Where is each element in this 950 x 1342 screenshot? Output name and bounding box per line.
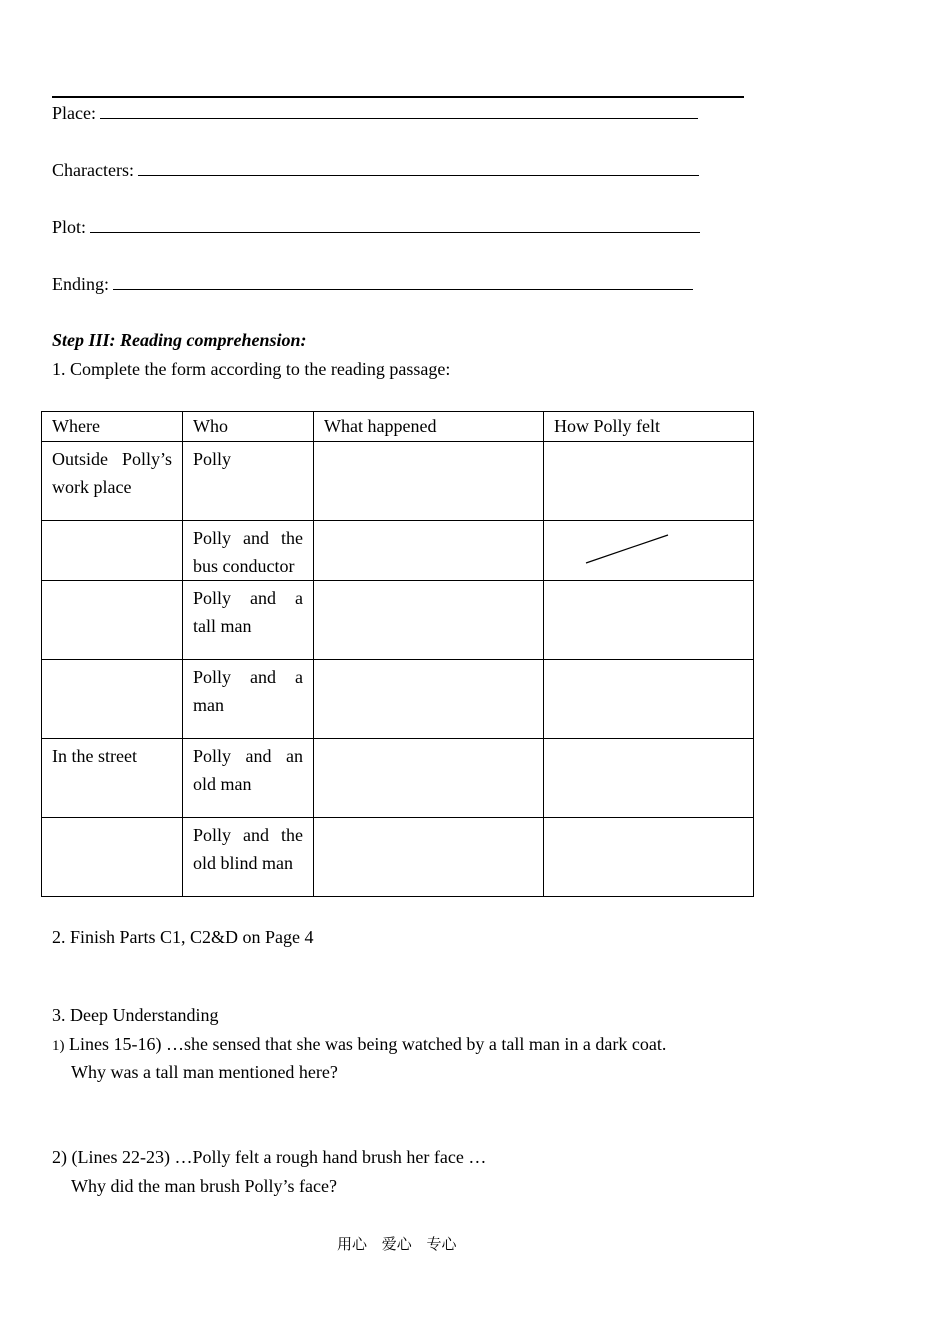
cell-who: Polly and a man [183,660,314,739]
header-how-polly-felt: How Polly felt [544,412,754,442]
ending-blank[interactable] [113,273,693,290]
cell-how-felt[interactable] [544,660,754,739]
cell-who [183,442,314,521]
cell-how-felt[interactable] [544,581,754,660]
ending-label: Ending: [52,274,109,294]
characters-blank[interactable] [138,159,699,176]
page-footer: 用心 爱心 专心 [337,1235,457,1253]
characters-line [52,159,699,181]
cell-where [42,581,183,660]
deep-item-2: 2) (Lines 22-23) …Polly felt a rough hand brush her face … [52,1147,487,1167]
cell-how-felt[interactable] [544,818,754,897]
cell-what-happened[interactable] [314,739,544,818]
top-rule [52,96,744,98]
cell-what-happened[interactable] [314,581,544,660]
who-line2: old man [193,774,252,794]
cell-who: Polly and the bus conductor [183,521,314,581]
reading-form-table [41,411,754,897]
where-word: Outside [52,449,108,469]
diagonal-strike-mark [544,521,754,579]
place-blank[interactable] [100,102,698,119]
cell-how-felt-not-applicable [544,521,754,581]
deep-item-1-question: Why was a tall man mentioned here? [71,1062,338,1082]
table-header-row [42,412,754,442]
header-who: Who [183,412,314,442]
cell-where [42,818,183,897]
cell-where [42,521,183,581]
cell-where [42,442,183,521]
where-line1: In the street [52,746,137,766]
cell-what-happened[interactable] [314,818,544,897]
cell-what-happened[interactable] [314,660,544,739]
table-row [42,660,754,739]
plot-blank[interactable] [90,216,700,233]
table-row [42,521,754,581]
cell-who: Polly and the old blind man [183,818,314,897]
plot-line [52,216,700,238]
table-row [42,442,754,521]
deep-understanding-title: 3. Deep Understanding [52,1005,219,1025]
cell-how-felt[interactable] [544,739,754,818]
question-2: 2. Finish Parts C1, C2&D on Page 4 [52,927,314,947]
cell-where [42,660,183,739]
ending-line [52,273,693,295]
cell-where [42,739,183,818]
deep-item-1-text: Lines 15-16) …she sensed that she was being watched by a tall man in a dark coat. [64,1034,667,1054]
table-row [42,818,754,897]
where-line2: work place [52,477,132,497]
where-word: Polly’s [121,449,172,469]
cell-how-felt[interactable] [544,442,754,521]
step3-heading: Step III: Reading comprehension: [52,330,307,350]
header-where: Where [42,412,183,442]
who-line1: Polly [193,449,232,469]
cell-what-happened[interactable] [314,521,544,581]
deep-item-1 [52,1033,666,1057]
cell-what-happened[interactable] [314,442,544,521]
characters-label: Characters: [52,160,134,180]
header-what-happened: What happened [314,412,544,442]
cell-who: Polly and an old man [183,739,314,818]
deep-item-1-number: 1) [52,1038,65,1054]
who-line2: bus conductor [193,556,295,576]
question-1: 1. Complete the form according to the reading passage: [52,359,451,379]
deep-item-2-question: Why did the man brush Polly’s face? [71,1176,337,1196]
who-line2: man [193,695,224,715]
place-label: Place: [52,103,96,123]
place-line [52,102,698,124]
table-row [42,581,754,660]
cell-who: Polly and a tall man [183,581,314,660]
who-line2: old blind man [193,853,293,873]
plot-label: Plot: [52,217,87,237]
who-line2: tall man [193,616,252,636]
table-row [42,739,754,818]
